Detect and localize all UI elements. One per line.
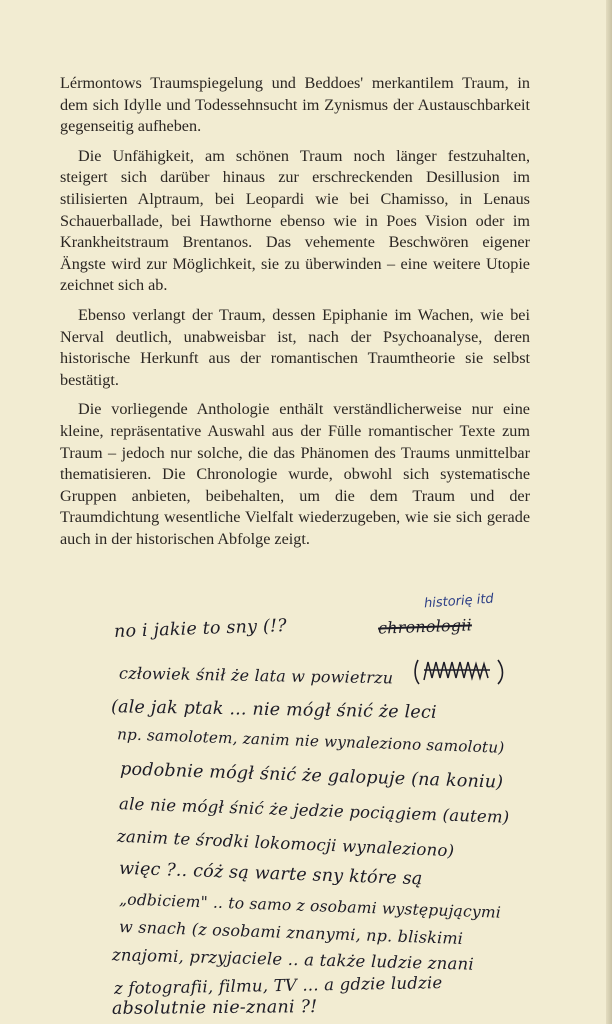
handwritten-line-11: znajomi, przyjaciele .. a także ludzie znani [111,945,475,974]
handwritten-line-7: zanim te środki lokomocji wynaleziono) [116,826,455,861]
scribble-mark [410,654,510,690]
handwritten-line-2: człowiek śnił że lata w powietrzu [118,663,394,688]
handwritten-line-10: w snach (z osobami znanymi, np. bliskimi [118,917,464,948]
paragraph-4: Die vorliegende Anthologie enthält verständlicherweise nur eine kleine, repräsentative Auswahl aus der Fülle romantischer Texte zum Traum – jedoch nur solche, die das Phänomen des Traums unmittelbar thematisieren. Die Chronologie wurde, obwohl sich systematische Gruppen anbieten, beibehalten, um die dem Traum und der Traumdichtung wesentliche Vielfalt wiederzugeben, wie sie sich gerade auch in der historischen Abfolge zeigt. [60,400,530,548]
handwritten-line-6: ale nie mógł śnić że jedzie pociągiem (autem) [118,794,510,827]
handwritten-line-5: podobnie mógł śnić że galopuje (na koniu) [119,759,504,793]
handwritten-line-4: np. samolotem, zanim nie wynaleziono samolotu) [116,725,505,757]
paragraph-3: Ebenso verlangt der Traum, dessen Epiphanie im Wachen, wie bei Nerval deutlich, unabweisbar ist, nach der Psychoanalyse, deren historische Herkunft aus der romantischen Traumtheorie sie selbst bestätigt. [60,305,530,389]
margin-note: historię itd [423,591,495,612]
handwritten-line-1: no i jakie to sny (!? [113,615,288,643]
handwritten-line-9: „odbiciem" .. to samo z osobami występującymi [118,890,502,922]
handwritten-line-8: więc ?.. cóż są warte sny które są [118,858,423,890]
handwritten-line-12: z fotografii, filmu, TV ... a gdzie ludzie [113,973,443,998]
handwritten-line-3: (ale jak ptak ... nie mógł śnić że leci [110,697,437,723]
paragraph-2: Die Unfähigkeit, am schönen Traum noch länger festzuhalten, steigert sich darüber hinaus zur erschreckenden Desillusion im stilisierten Alptraum, bei Leopardi wie bei Chamisso, in Lenaus Schauerballade, bei Hawthorne ebenso wie in Poes Vision oder im Krankheitstraum Brentanos. Das vehemente Beschwören eigener Ängste wird zur Möglichkeit, sie zu überwinden – eine weitere Utopie zeichnet sich ab. [60,146,530,295]
handwritten-line-13: absolutnie nie-znani ?! [111,997,318,1019]
paragraph-1: Lérmontows Traumspiegelung und Beddoes' merkantilem Traum, in dem sich Idylle und Todessehnsucht im Zynismus der Austauschbarkeit gegenseitig aufheben. [60,74,530,136]
struck-word: chronologii [377,615,473,638]
